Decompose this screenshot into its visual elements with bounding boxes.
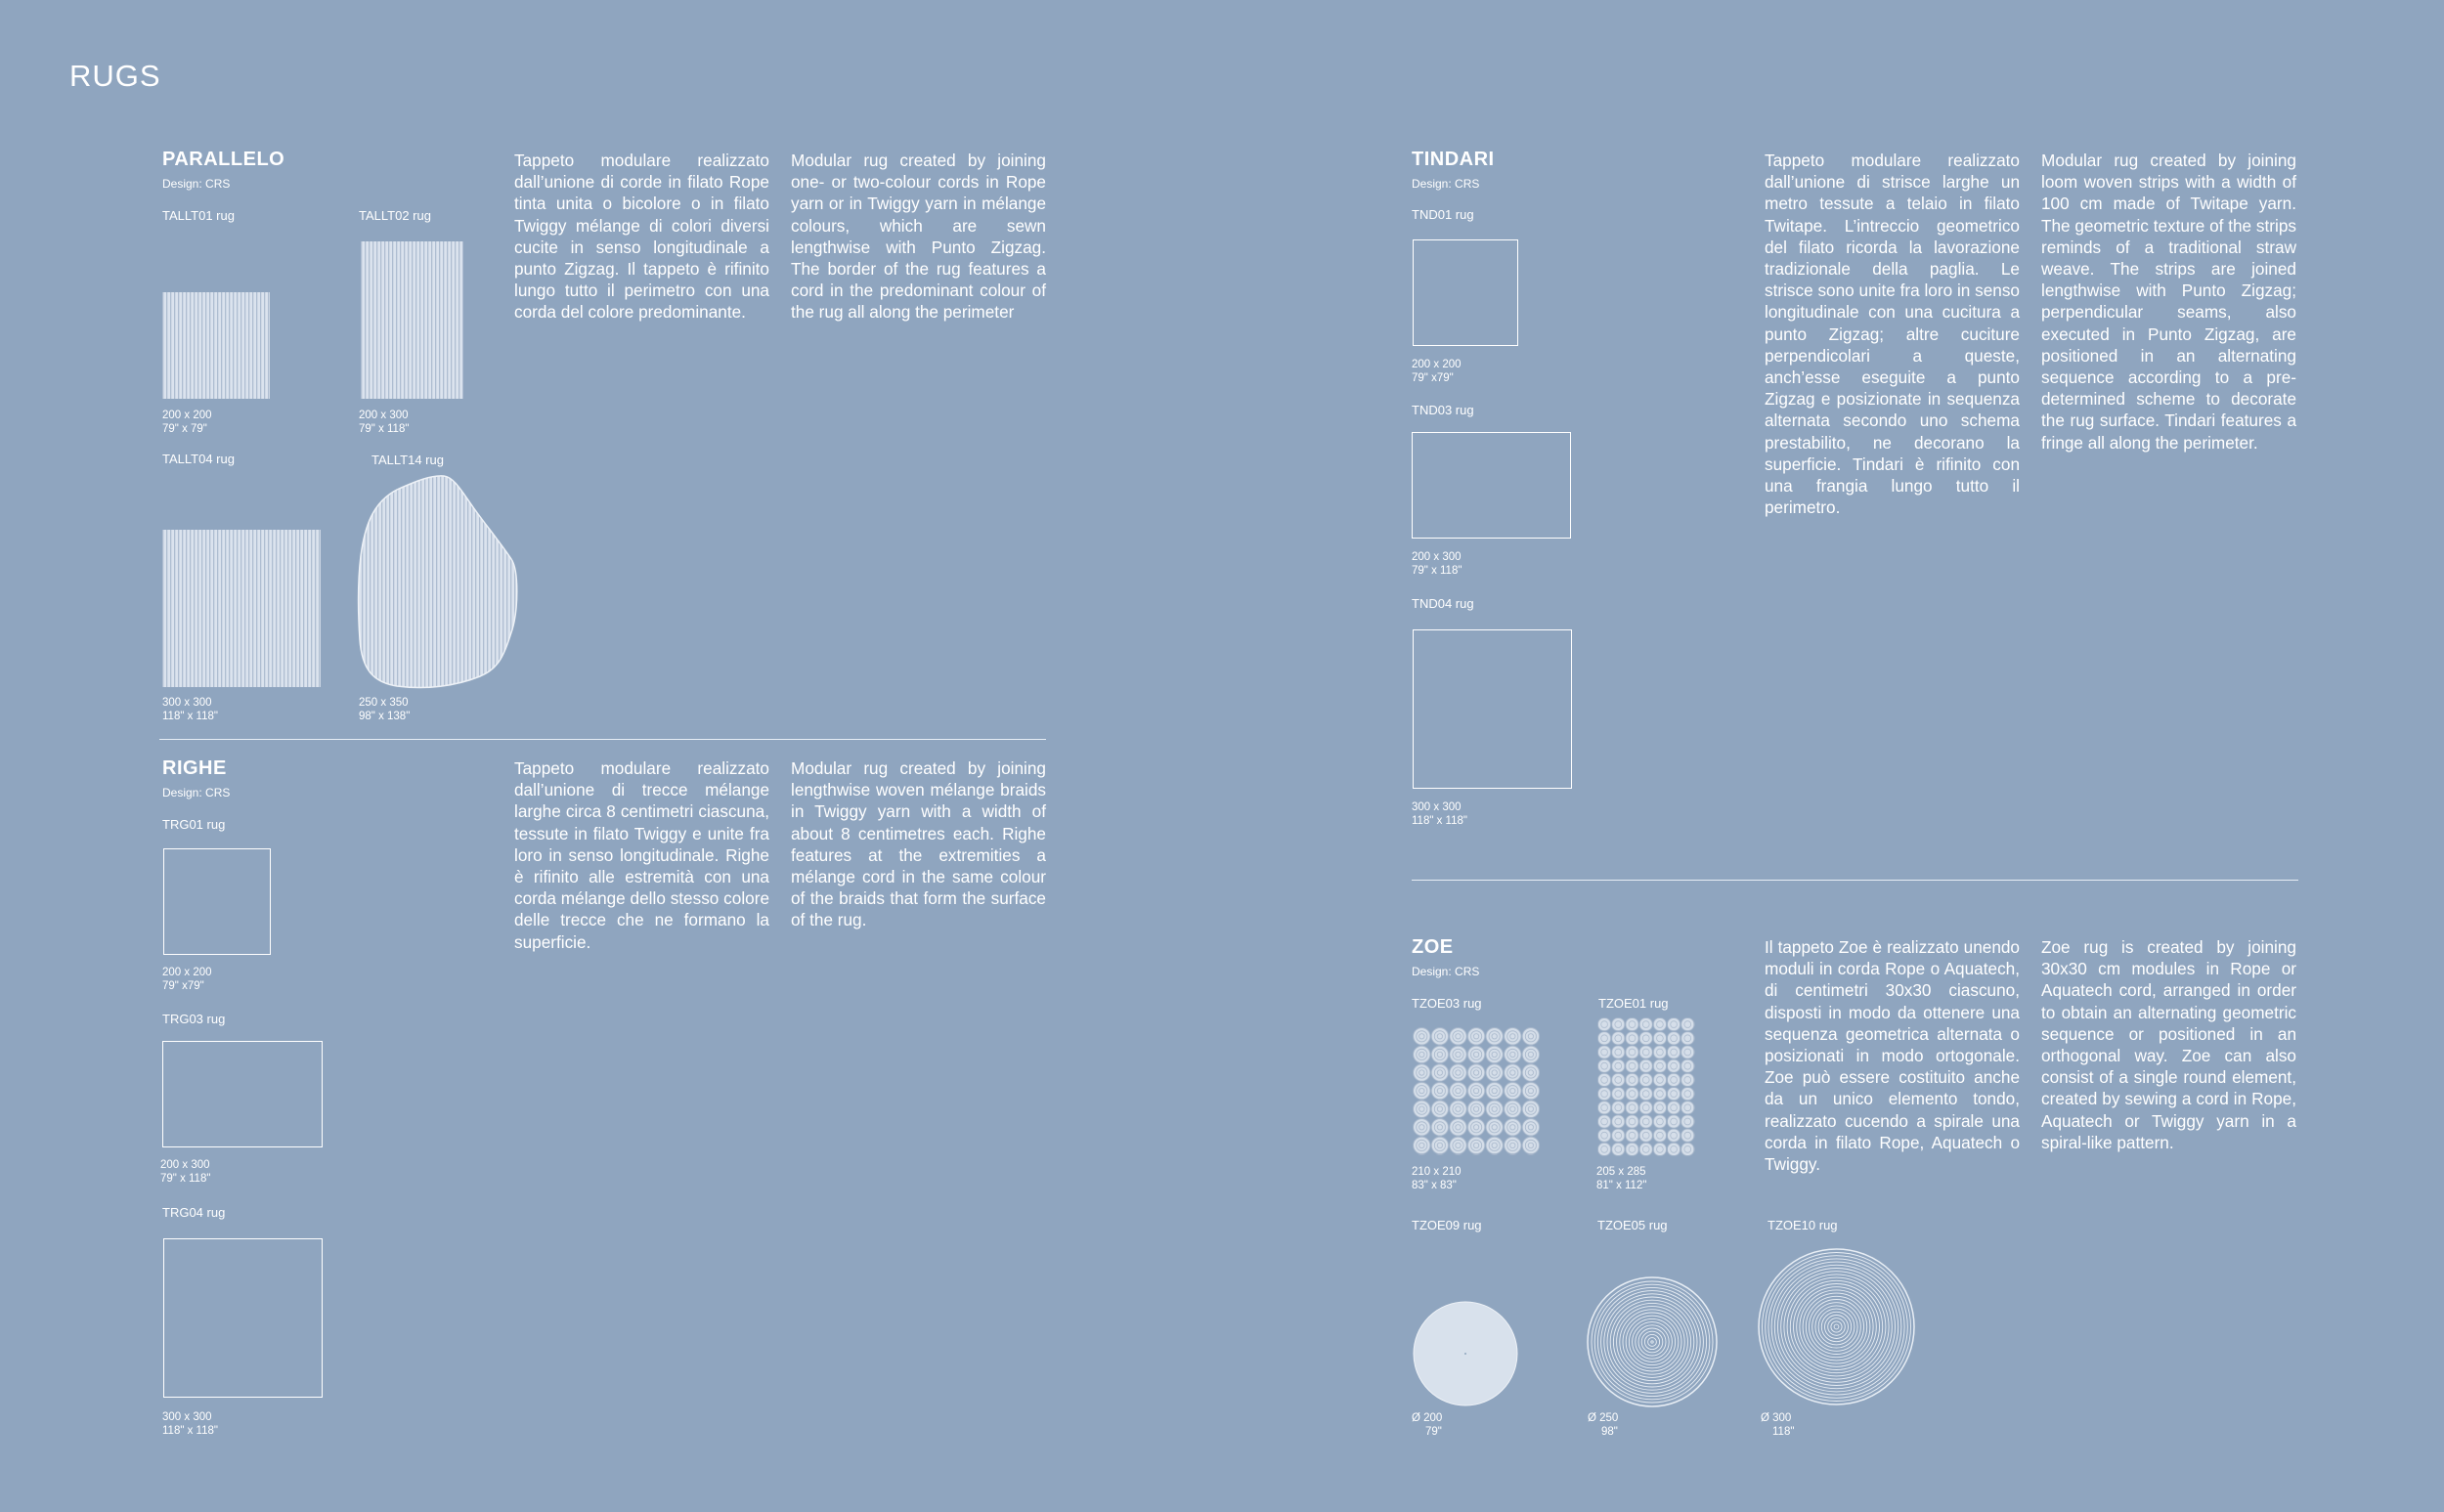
rug-spiral-ring xyxy=(1812,1303,1861,1352)
rug-image-tzoe10 xyxy=(1758,1248,1915,1405)
rug-dims-trg03: 200 x 300 79" x 118" xyxy=(160,1159,211,1185)
rug-label-tallt04: TALLT04 rug xyxy=(162,452,235,466)
rug-spiral-ring xyxy=(1781,1272,1893,1383)
rug-label-trg03: TRG03 rug xyxy=(162,1012,226,1026)
section-divider-right xyxy=(1412,880,2298,881)
rug-image-tallt02 xyxy=(361,241,463,399)
rug-spiral-ring xyxy=(1636,1325,1669,1359)
rug-image-tnd03 xyxy=(1412,432,1571,539)
rug-dims-tzoe01: 205 x 285 81" x 112" xyxy=(1596,1166,1647,1191)
rug-spiral-ring xyxy=(1613,1303,1690,1380)
rug-spiral-ring xyxy=(1778,1269,1896,1386)
rug-label-tzoe01: TZOE01 rug xyxy=(1598,996,1669,1011)
zoe-design: Design: CRS xyxy=(1412,965,1480,978)
tindari-text-it: Tappeto modulare realizzato dall’unione di strisce larghe un metro tessute a telaio in filato Twitape. L’intreccio geometrico del filato ricorda la lavorazione tradizionale della paglia. Le strisce sono unite fra loro in senso longitudinale con una cucitura a punto Zigzag; altre cuciture perpendicolari a queste, anch’esse eseguite a punto Zigzag e posizionate in sequenza alternata secondo uno schema prestabilito, ne decorano la superficie. Tindari è rifinito con una frangia lungo tutto il perimetro. xyxy=(1765,151,2020,518)
rug-spiral-ring xyxy=(1768,1259,1904,1395)
rug-dims-tzoe10: Ø 300 118" xyxy=(1761,1412,1795,1438)
rug-spiral-ring xyxy=(1810,1300,1864,1355)
rug-dims-tnd03: 200 x 300 79" x 118" xyxy=(1412,551,1462,577)
parallelo-text-it: Tappeto modulare realizzato dall’unione di corde in filato Rope tinta unita o bicolore o in filato Twiggy mélange di colori diversi cucite in senso longitudinale a punto Zigzag. Il tappeto è rifinito lungo tutto il perimetro con una corda del colore predominante. xyxy=(514,151,769,323)
rug-label-tzoe03: TZOE03 rug xyxy=(1412,996,1482,1011)
righe-design: Design: CRS xyxy=(162,786,231,799)
rug-label-tallt14: TALLT14 rug xyxy=(371,453,444,467)
righe-text-en: Modular rug created by joining lengthwise woven mélange braids in Twiggy yarn with a width of about 8 centimetres each. Righe features at the extremities a mélange cord in the same colour of the braids that form the surface of the rug. xyxy=(791,758,1046,930)
rug-spiral-ring xyxy=(1828,1318,1846,1336)
tindari-title: TINDARI xyxy=(1412,149,1495,170)
rug-spiral-ring xyxy=(1834,1324,1839,1329)
rug-label-trg04: TRG04 rug xyxy=(162,1205,226,1220)
rug-spiral-ring xyxy=(1651,1341,1653,1343)
tindari-design: Design: CRS xyxy=(1412,177,1480,191)
section-divider-left xyxy=(159,739,1046,740)
rug-spiral-ring xyxy=(1766,1256,1908,1399)
rug-spiral-ring xyxy=(1831,1321,1842,1332)
rug-spiral-ring xyxy=(1594,1284,1710,1400)
rug-spiral-ring xyxy=(1626,1316,1679,1368)
zoe-text-it: Il tappeto Zoe è realizzato unendo moduli in corda Rope o Aquatech, di centimetri 30x30 ciascuno, disposti in modo da ottenere una sequenza geometrica alternata o posizionati in modo ortogonale. Zoe può essere costituito anche da un unico elemento tondo, realizzato cucendo a spirale una corda in filato Rope, Aquatech o Twiggy. xyxy=(1765,937,2020,1175)
rug-spiral-ring xyxy=(1803,1293,1870,1361)
rug-spiral-ring xyxy=(1644,1334,1659,1349)
rug-image-tzoe03 xyxy=(1412,1026,1541,1156)
rug-label-tzoe05: TZOE05 rug xyxy=(1597,1218,1668,1232)
rug-dims-tallt01: 200 x 200 79" x 79" xyxy=(162,410,212,435)
rug-spiral-ring xyxy=(1787,1277,1886,1376)
rug-label-trg01: TRG01 rug xyxy=(162,817,226,832)
righe-title: RIGHE xyxy=(162,757,227,779)
rug-label-tnd01: TND01 rug xyxy=(1412,207,1474,222)
rug-spiral-ring xyxy=(1604,1294,1700,1390)
rug-spiral-ring xyxy=(1800,1290,1873,1363)
rug-image-tzoe05 xyxy=(1587,1276,1718,1407)
rug-image-tallt01 xyxy=(162,292,270,399)
parallelo-design: Design: CRS xyxy=(162,177,231,191)
rug-image-tnd01 xyxy=(1413,239,1518,346)
rug-dims-trg01: 200 x 200 79" x79" xyxy=(162,967,212,992)
rug-image-trg04 xyxy=(163,1238,323,1398)
zoe-title: ZOE xyxy=(1412,936,1454,958)
rug-dims-trg04: 300 x 300 118" x 118" xyxy=(162,1411,218,1437)
rug-label-tzoe09: TZOE09 rug xyxy=(1412,1218,1482,1232)
rug-label-tnd03: TND03 rug xyxy=(1412,403,1474,417)
rug-label-tallt02: TALLT02 rug xyxy=(359,208,431,223)
parallelo-title: PARALLELO xyxy=(162,149,285,170)
rug-spiral-ring xyxy=(1597,1287,1706,1396)
rug-label-tallt01: TALLT01 rug xyxy=(162,208,235,223)
rug-label-tzoe10: TZOE10 rug xyxy=(1768,1218,1838,1232)
rug-dims-tnd04: 300 x 300 118" x 118" xyxy=(1412,801,1467,827)
rug-spiral-ring xyxy=(1771,1262,1901,1392)
rug-spiral-ring xyxy=(1592,1281,1713,1403)
rug-dims-tallt02: 200 x 300 79" x 118" xyxy=(359,410,410,435)
rug-spiral-ring xyxy=(1629,1318,1675,1364)
rug-image-tallt04 xyxy=(162,530,321,687)
zoe-text-en: Zoe rug is created by joining 30x30 cm modules in Rope or Aquatech cord, arranged in order to obtain an alternating geometric sequence or positioned in an orthogonal way. Zoe can also consist of a single round element, created by sewing a cord in Rope, Aquatech or Twiggy yarn in a spiral-like pattern. xyxy=(2041,937,2296,1152)
rug-dims-tallt14: 250 x 350 98" x 138" xyxy=(359,697,411,722)
rug-spiral-ring xyxy=(1821,1312,1851,1341)
rug-dims-tzoe09: Ø 200 79" xyxy=(1412,1412,1443,1438)
rug-image-tnd04 xyxy=(1413,629,1572,789)
rug-dims-tzoe03: 210 x 210 83" x 83" xyxy=(1412,1166,1462,1191)
page-title: RUGS xyxy=(69,59,161,93)
rug-image-tallt14 xyxy=(358,473,518,690)
rug-spiral-ring xyxy=(1790,1280,1882,1372)
rug-spiral-ring xyxy=(1818,1309,1855,1345)
rug-dims-tzoe05: Ø 250 98" xyxy=(1588,1412,1619,1438)
rug-spiral-ring xyxy=(1617,1307,1688,1378)
rug-spiral-ring xyxy=(1607,1297,1697,1387)
rug-image-tzoe09 xyxy=(1413,1301,1518,1406)
rug-label-tnd04: TND04 rug xyxy=(1412,596,1474,611)
tindari-text-en: Modular rug created by joining loom woven strips with a width of 100 cm made of Twitape yarn. The geometric texture of the strips reminds of a traditional straw weave. The strips are joined lengthwise with Punto Zigzag; perpendicular seams, also executed in Punto Zigzag, are positioned in an alternating sequence according to a pre-determined scheme to decorate the rug surface. Tindari features a fringe all along the perimeter. xyxy=(2041,151,2296,453)
parallelo-text-en: Modular rug created by joining one- or two-colour cords in Rope yarn or in Twiggy yarn in mélange colours, which are sewn lengthwise with Punto Zigzag. The border of the rug features a cord in the predominant colour of the rug all along the perimeter xyxy=(791,151,1046,323)
rug-dims-tnd01: 200 x 200 79" x79" xyxy=(1412,359,1462,384)
rug-image-trg03 xyxy=(162,1041,323,1147)
rug-spiral-ring xyxy=(1623,1313,1681,1371)
rug-spiral-ring xyxy=(1648,1338,1657,1347)
rug-spiral-ring xyxy=(1638,1328,1666,1356)
righe-text-it: Tappeto modulare realizzato dall’unione di trecce mélange larghe circa 8 centimetri ciascuna, tessute in filato Twiggy e unite fra loro in senso longitudinale. Righe è rifinito alle estremità con una corda mélange dello stesso colore delle trecce che ne formano la superficie. xyxy=(514,758,769,952)
rug-image-trg01 xyxy=(163,848,271,955)
rug-dims-tallt04: 300 x 300 118" x 118" xyxy=(162,697,218,722)
rug-image-tzoe01 xyxy=(1595,1015,1697,1158)
rug-spiral-ring xyxy=(1797,1287,1877,1367)
